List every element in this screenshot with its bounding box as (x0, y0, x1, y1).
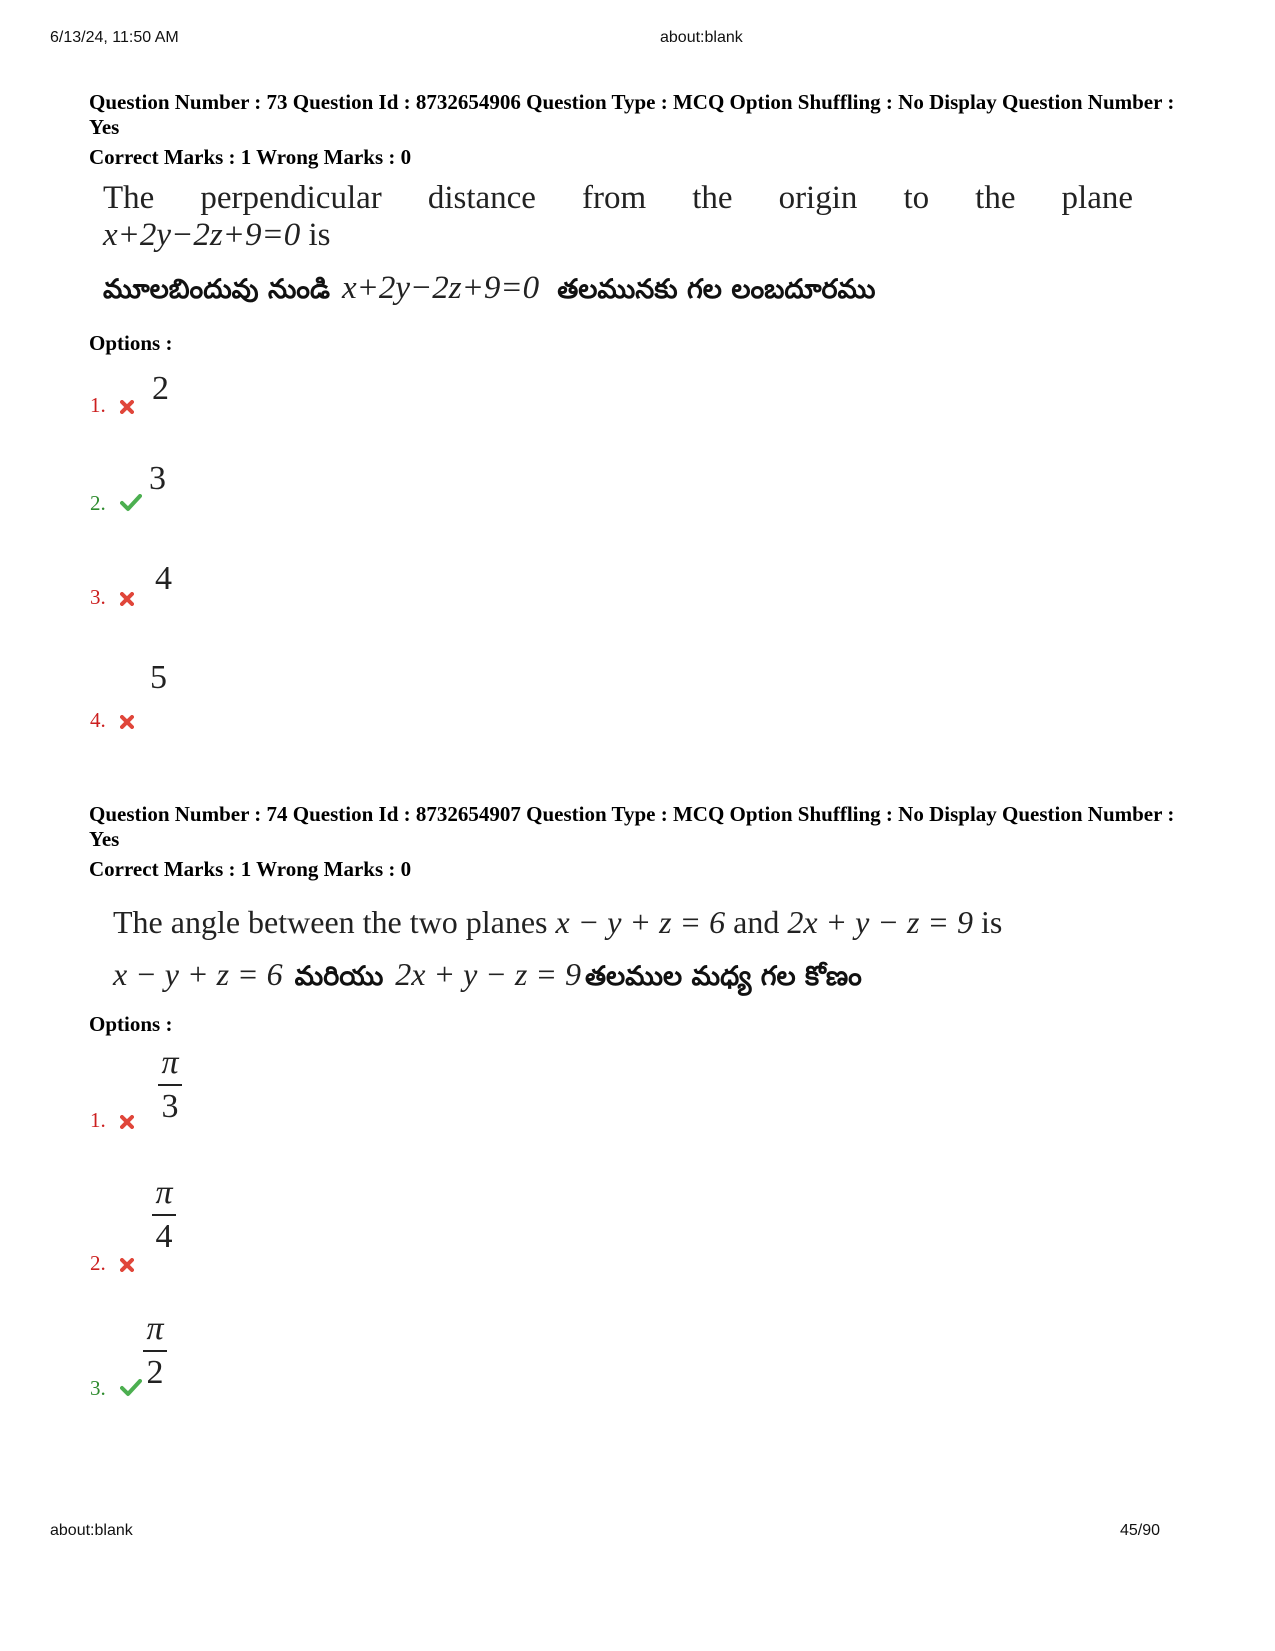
option-row (90, 708, 134, 734)
question-marks: Correct Marks : 1 Wrong Marks : 0 (89, 857, 412, 881)
option-number: 2. (90, 1251, 106, 1275)
fraction-denominator: 2 (146, 1354, 164, 1391)
question-text-telugu (113, 956, 862, 999)
option-row (90, 1376, 142, 1402)
option-row (90, 491, 142, 517)
option-number: 1. (90, 1108, 106, 1132)
word: perpendicular (200, 180, 382, 216)
word: distance (427, 180, 536, 216)
fraction-bar (158, 1084, 182, 1086)
word: and (733, 904, 780, 940)
question-text-english (103, 180, 1133, 254)
fraction-denominator: 3 (161, 1088, 179, 1125)
wrong-icon (120, 592, 134, 611)
option-row (90, 393, 134, 419)
question-text-english (113, 904, 1002, 941)
wrong-icon (120, 1258, 134, 1277)
telugu-text: మూలబిందువు నుండి (103, 274, 330, 305)
option-number: 1. (90, 393, 106, 417)
telugu-text: తలమునకు గల లంబదూరము (557, 274, 876, 305)
question-text: The angle between the two planes (113, 904, 548, 940)
print-page-number: 45/90 (1120, 1522, 1161, 1539)
fraction-bar (143, 1350, 167, 1352)
question-text-line-2 (103, 217, 1133, 254)
options-label: Options : (89, 1012, 173, 1036)
word: to (903, 180, 930, 216)
wrong-icon (120, 1115, 134, 1134)
option-fraction (152, 1174, 176, 1256)
telugu-text: మరియు (294, 961, 384, 992)
word: the (692, 180, 733, 216)
option-fraction (158, 1044, 182, 1126)
word: plane (1061, 180, 1133, 216)
question-header: Question Number : 73 Question Id : 8732654906 Question Type : MCQ Option Shuffling : No Display Question Number : Yes (89, 90, 1175, 139)
question-header: Question Number : 74 Question Id : 8732654907 Question Type : MCQ Option Shuffling : No Display Question Number : Yes (89, 802, 1175, 851)
word: from (581, 180, 647, 216)
check-icon (120, 494, 142, 517)
telugu-text: తలముల మధ్య గల కోణం (584, 961, 862, 992)
question-text-telugu (103, 270, 875, 312)
word: The (103, 180, 155, 216)
question-text-line-1 (103, 180, 1133, 217)
option-number: 3. (90, 585, 106, 609)
option-value: 5 (150, 659, 167, 696)
print-datetime: 6/13/24, 11:50 AM (50, 29, 179, 46)
option-value: 3 (149, 460, 166, 497)
check-icon (120, 1379, 142, 1402)
option-row (90, 1251, 134, 1277)
option-number: 4. (90, 708, 106, 732)
word: is (980, 904, 1003, 940)
fraction-numerator: π (146, 1310, 164, 1347)
word: is (308, 217, 331, 253)
fraction-numerator: π (155, 1174, 173, 1211)
option-number: 2. (90, 491, 106, 515)
plane-equation: x+2y−2z+9=0 (103, 217, 301, 253)
print-page-title: about:blank (660, 29, 743, 46)
fraction-denominator: 4 (155, 1218, 173, 1255)
plane-equation: 2x + y − z = 9 (395, 956, 581, 992)
word: the (975, 180, 1016, 216)
word: origin (778, 180, 858, 216)
option-fraction (143, 1310, 167, 1392)
option-value: 2 (152, 370, 169, 407)
fraction-numerator: π (161, 1044, 179, 1081)
plane-equation: x − y + z = 6 (113, 956, 283, 992)
fraction-bar (152, 1214, 176, 1216)
option-row (90, 1108, 134, 1134)
option-row (90, 585, 134, 611)
option-number: 3. (90, 1376, 106, 1400)
plane-equation: x+2y−2z+9=0 (341, 270, 540, 306)
options-label: Options : (89, 331, 173, 355)
option-value: 4 (155, 560, 172, 597)
question-marks: Correct Marks : 1 Wrong Marks : 0 (89, 145, 412, 169)
print-url: about:blank (50, 1522, 133, 1539)
plane-equation: x − y + z = 6 (555, 904, 726, 940)
plane-equation: 2x + y − z = 9 (787, 904, 973, 940)
wrong-icon (120, 400, 134, 419)
wrong-icon (120, 715, 134, 734)
